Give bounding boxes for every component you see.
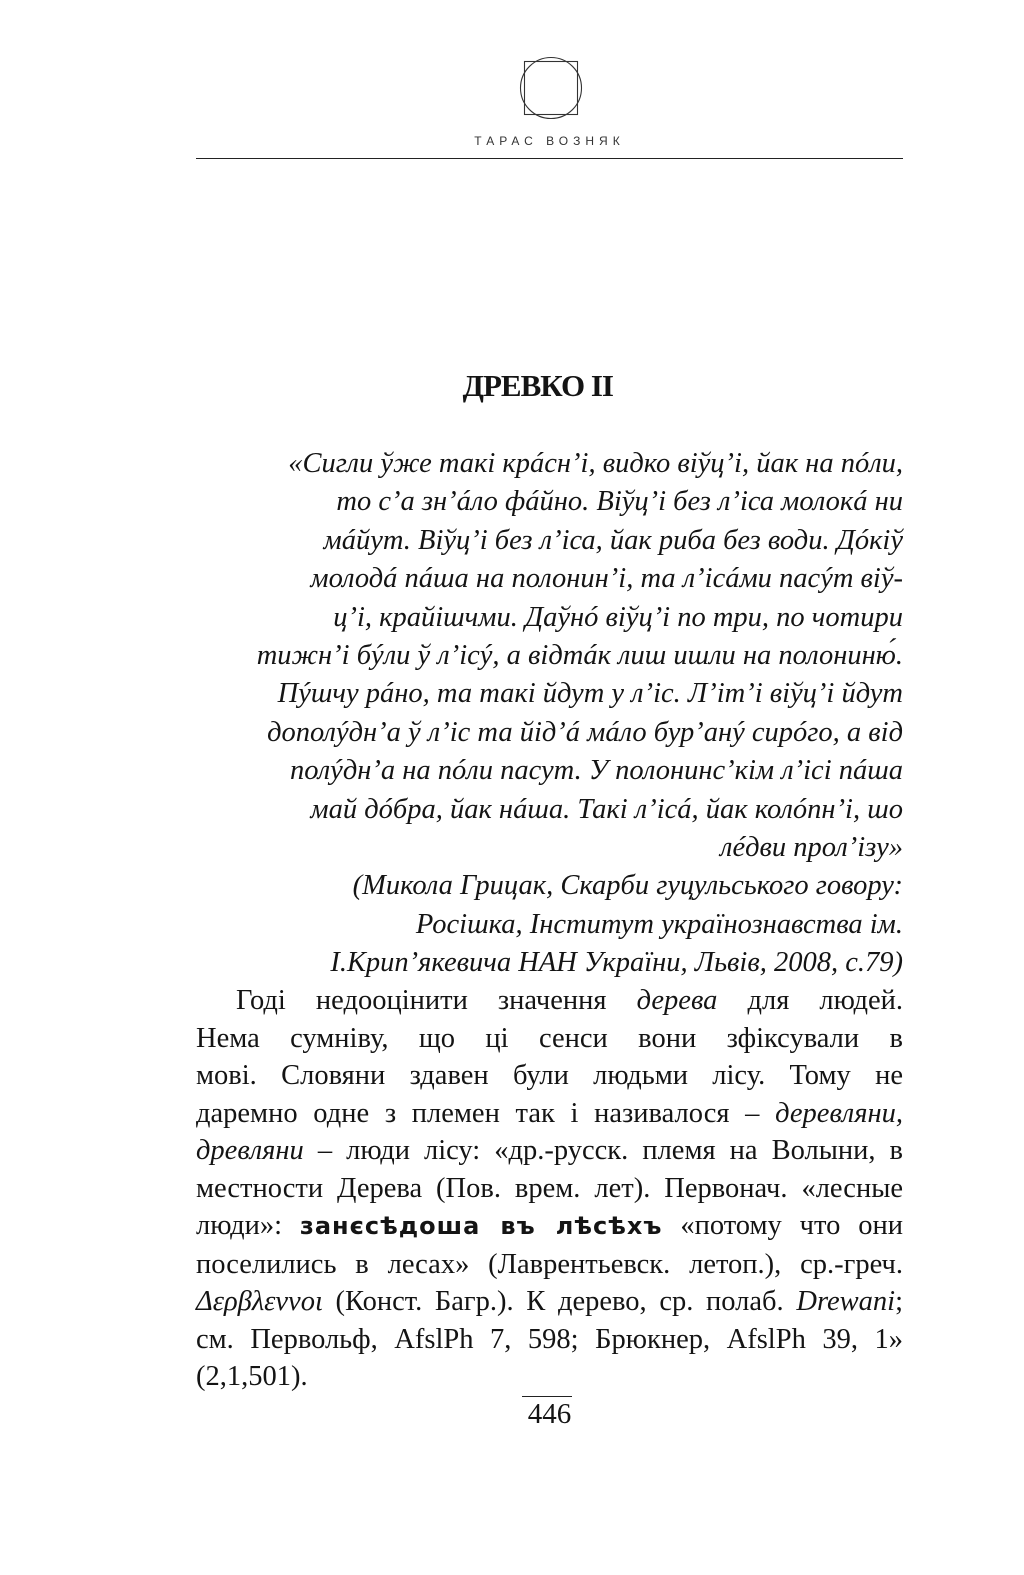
epigraph-line: Пýшчу рáно, та такі йдут у л’іс. Л’іт’і віўц’і йдут — [277, 678, 903, 710]
epigraph-line: то с’а зн’áло фáйно. Віўц’і без л’іса молокá ни — [336, 486, 903, 518]
chapter-title: ДРЕВКО ІІ — [462, 368, 613, 403]
page-number: 446 — [527, 1398, 572, 1430]
epigraph-source-line: Росішка, Інститут українознавства ім. — [415, 908, 903, 940]
epigraph-line: ц’і, крайішчми. Даўнó віўц’і по три, по чотири — [333, 601, 903, 633]
body-line: даремно одне з племен так і називалося – деревляни, — [196, 1097, 903, 1129]
old-slavonic-quote: занєсѣдоша въ лѣсѣхъ — [299, 1212, 663, 1240]
body-line: Δερβλεννοι (Конст. Багр.). К дерево, ср. полаб. Drewani; — [196, 1286, 903, 1317]
epigraph-line: тижн’і бýли ў л’ісý, а відтáк лиш ишли на полониню́. — [256, 640, 903, 672]
epigraph-line: дополýдн’а ў л’іс та йід’á мáло бур’анý сирóго, а від — [267, 716, 903, 748]
circle-square-emblem-icon — [510, 44, 592, 134]
body-line: местности Дерева (Пов. врем. лет). Первонач. «лесные — [196, 1172, 903, 1204]
body-line: (2,1,501). — [196, 1361, 308, 1392]
epigraph-source-line: І.Крип’якевича НАН України, Львів, 2008, с.79) — [330, 947, 903, 979]
body-line: мові. Словяни здавен були людьми лісу. Тому не — [196, 1060, 903, 1091]
body-line: Нема сумніву, що ці сенси вони зфіксували в — [196, 1022, 903, 1054]
epigraph-line: мáйут. Віўц’і без л’іса, йак риба без води. Дóкіў — [323, 524, 903, 556]
body-paragraph — [196, 982, 903, 1396]
epigraph-line: молодá пáша на полонин’і, та л’ісáми пасýт віў- — [310, 563, 903, 595]
epigraph-line: «Сигли ўже такі крáсн’і, видко віўц’і, йак на пóли, — [288, 448, 903, 479]
body-line: Годі недооцінити значення дерева для людей. — [236, 985, 903, 1016]
body-line: люди»: занєсѣдоша въ лѣсѣхъ «потому что они — [196, 1210, 903, 1241]
page-number-rule — [522, 1396, 572, 1397]
epigraph — [196, 445, 903, 983]
header-rule — [196, 158, 903, 159]
body-line: поселились в лесах» (Лаврентьевск. летоп.), ср.-греч. — [196, 1248, 903, 1280]
epigraph-line: полýдн’а на пóли пасут. У полонинс’кім л’ісі пáша — [289, 755, 903, 787]
body-line: древляни – люди лісу: «др.-русск. племя на Волыни, в — [196, 1135, 903, 1166]
running-head: ТАРАС ВОЗНЯК — [474, 134, 625, 148]
epigraph-line: май дóбра, йак нáша. Такі л’ісá, йак колóпн’і, шо — [310, 793, 903, 825]
epigraph-source-line: (Микола Грицак, Скарби гуцульського говору: — [352, 870, 903, 902]
epigraph-line: лéдви прол’ізу» — [720, 832, 903, 864]
body-line: см. Первольф, AfslPh 7, 598; Брюкнер, AfslPh 39, 1» — [196, 1323, 903, 1355]
